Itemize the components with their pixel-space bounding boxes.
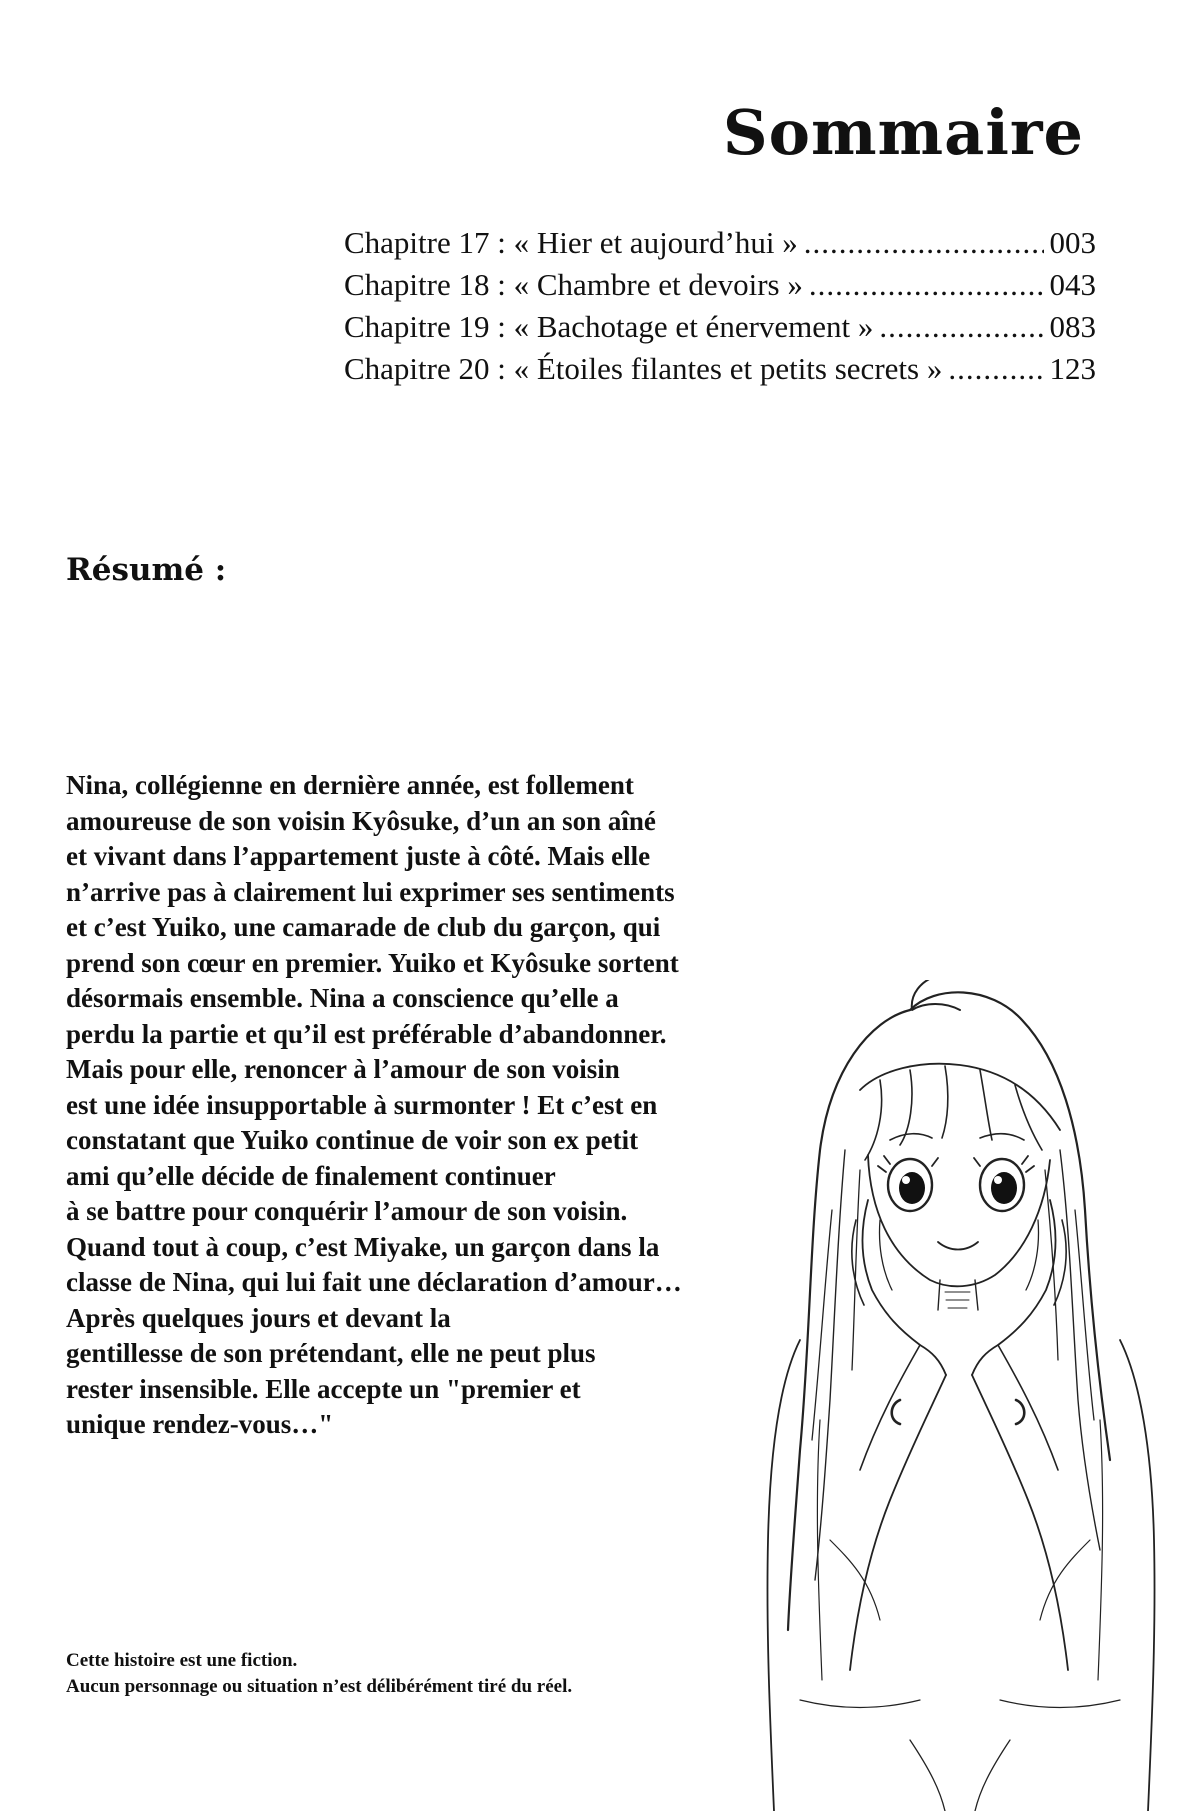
- summary-line: rester insensible. Elle accepte un "premier et: [66, 1373, 581, 1404]
- toc-leader-dots: [879, 306, 1043, 348]
- summary-line: est une idée insupportable à surmonter ! Et c’est en: [66, 1089, 658, 1120]
- table-of-contents: [344, 222, 1096, 390]
- summary-line: et vivant dans l’appartement juste à côté. Mais elle: [66, 841, 651, 871]
- toc-entry-page: 043: [1049, 267, 1096, 302]
- toc-entry-label: Chapitre 19 : « Bachotage et énervement »: [344, 309, 874, 344]
- toc-entry-chapter-19: [344, 306, 1096, 348]
- toc-entry-label: Chapitre 20 : « Étoiles filantes et petits secrets »: [344, 351, 943, 386]
- summary-line: Mais pour elle, renoncer à l’amour de son voisin: [66, 1054, 620, 1084]
- toc-leader-dots: [809, 264, 1044, 306]
- summary-line: Après quelques jours et devant la: [66, 1302, 451, 1333]
- toc-entry-chapter-18: [344, 264, 1096, 306]
- summary-line: ami qu’elle décide de finalement continuer: [66, 1160, 556, 1191]
- summary-line: prend son cœur en premier. Yuiko et Kyôsuke sortent: [66, 947, 679, 978]
- right-hand: [972, 1200, 1056, 1375]
- shirt-button-left: [892, 1400, 900, 1424]
- summary-line: gentillesse de son prétendant, elle ne peut plus: [66, 1338, 596, 1368]
- shirt-button-right: [1016, 1400, 1024, 1424]
- page-title: Sommaire: [722, 96, 1084, 169]
- toc-entry-label: Chapitre 18 : « Chambre et devoirs »: [344, 267, 803, 302]
- girl-illustration: [760, 980, 1160, 1811]
- toc-entry-chapter-17: [344, 222, 1096, 264]
- toc-entry-page: 123: [1049, 351, 1096, 386]
- toc-entry-label: Chapitre 17 : « Hier et aujourd’hui »: [344, 225, 798, 260]
- summary-line: et c’est Yuiko, une camarade de club du garçon, qui: [66, 912, 661, 942]
- hair-bangs: [860, 1064, 1060, 1130]
- summary-line: unique rendez-vous…": [66, 1409, 334, 1439]
- toc-leader-dots: [948, 348, 1043, 390]
- shirt-outline: [767, 1340, 800, 1811]
- summary-line: Nina, collégienne en dernière année, est follement: [66, 770, 634, 800]
- summary-line: à se battre pour conquérir l’amour de son voisin.: [66, 1196, 628, 1226]
- disclaimer-line: Aucun personnage ou situation n’est délibérément tiré du réel.: [66, 1676, 573, 1697]
- fiction-disclaimer: [66, 1648, 572, 1700]
- toc-entry-chapter-20: [344, 348, 1096, 390]
- smile: [938, 1242, 978, 1250]
- summary-line: constatant que Yuiko continue de voir son ex petit: [66, 1125, 639, 1155]
- toc-entry-page: 003: [1049, 225, 1096, 260]
- summary-line: perdu la partie et qu’il est préférable d’abandonner.: [66, 1018, 667, 1049]
- toc-entry-page: 083: [1049, 309, 1096, 344]
- summary-line: amoureuse de son voisin Kyôsuke, d’un an son aîné: [66, 805, 656, 836]
- summary-line: désormais ensemble. Nina a conscience qu’elle a: [66, 983, 619, 1013]
- summary-line: classe de Nina, qui lui fait une déclaration d’amour…: [66, 1267, 682, 1297]
- summary-heading: Résumé :: [66, 552, 227, 588]
- summary-line: Quand tout à coup, c’est Miyake, un garçon dans la: [66, 1231, 660, 1262]
- summary-line: n’arrive pas à clairement lui exprimer ses sentiments: [66, 876, 675, 907]
- left-hand: [862, 1200, 946, 1375]
- disclaimer-line: Cette histoire est une fiction.: [66, 1650, 298, 1671]
- summary-paragraph: [66, 768, 806, 1443]
- toc-leader-dots: [804, 222, 1044, 264]
